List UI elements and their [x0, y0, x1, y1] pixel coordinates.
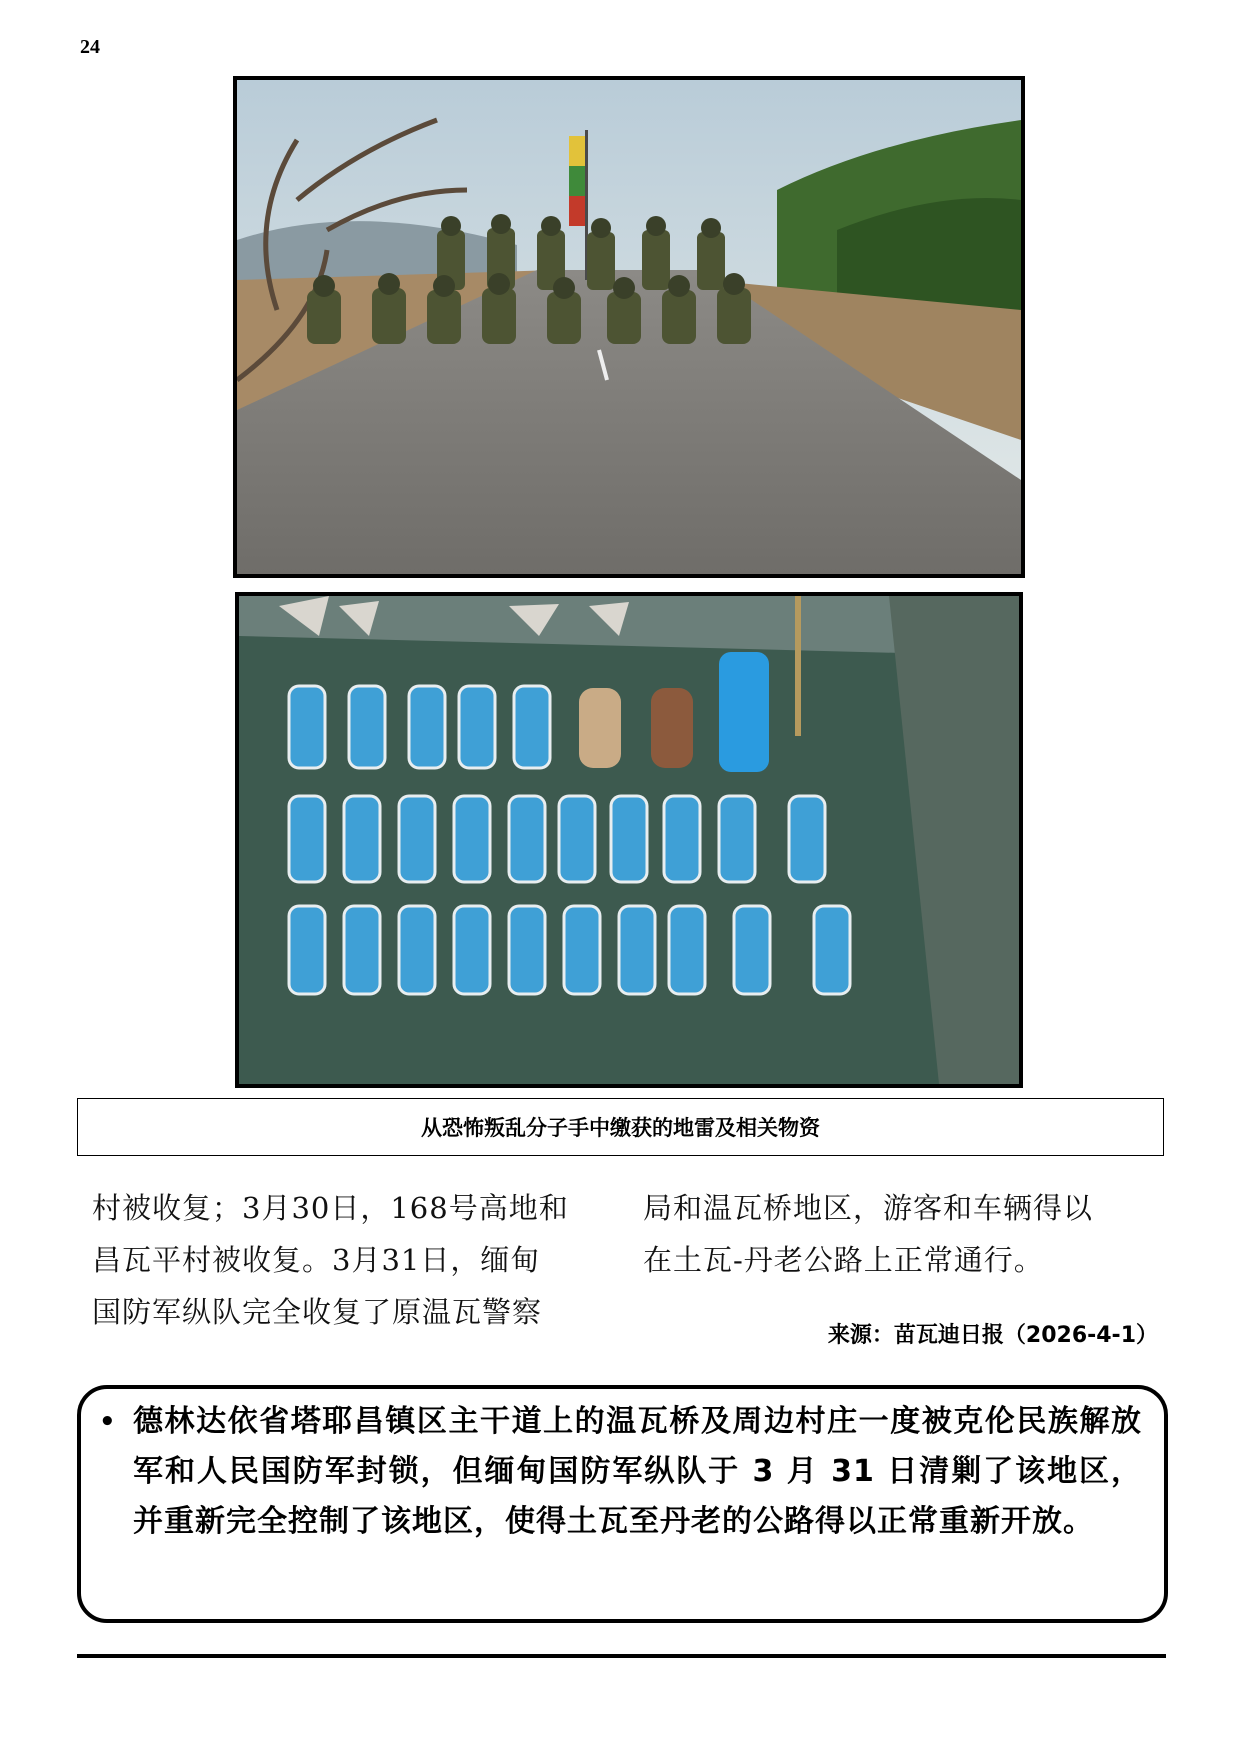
body-line: 国防军纵队完全收复了原温瓦警察: [92, 1295, 543, 1329]
body-column-left: [92, 1182, 612, 1338]
body-line: 昌瓦平村被收复。3月31日，缅甸: [92, 1243, 541, 1277]
summary-box: [77, 1385, 1168, 1623]
body-line: 局和温瓦桥地区，游客和车辆得以: [643, 1191, 1094, 1225]
summary-text: 德林达依省塔耶昌镇区主干道上的温瓦桥及周边村庄一度被克伦民族解放军和人民国防军封锁，但缅甸国防军纵队于 3 月 31 日清剿了该地区，并重新完全控制了该地区，使得土瓦至丹老的公路得以正常重新开放。: [133, 1404, 1142, 1539]
source-credit: 来源：苗瓦迪日报（2026-4-1）: [827, 1323, 1158, 1348]
photo-caption: 从恐怖叛乱分子手中缴获的地雷及相关物资: [77, 1098, 1164, 1156]
bullet-icon: •: [99, 1407, 116, 1437]
soldiers-on-road-photo: [233, 76, 1025, 578]
body-column-right: [643, 1182, 1163, 1286]
seized-mines-photo: [235, 592, 1023, 1088]
body-line: 在土瓦-丹老公路上正常通行。: [643, 1243, 1044, 1277]
footer-divider: [77, 1654, 1166, 1658]
page-number: 24: [80, 36, 100, 58]
body-line: 村被收复；3月30日，168号高地和: [92, 1191, 569, 1225]
